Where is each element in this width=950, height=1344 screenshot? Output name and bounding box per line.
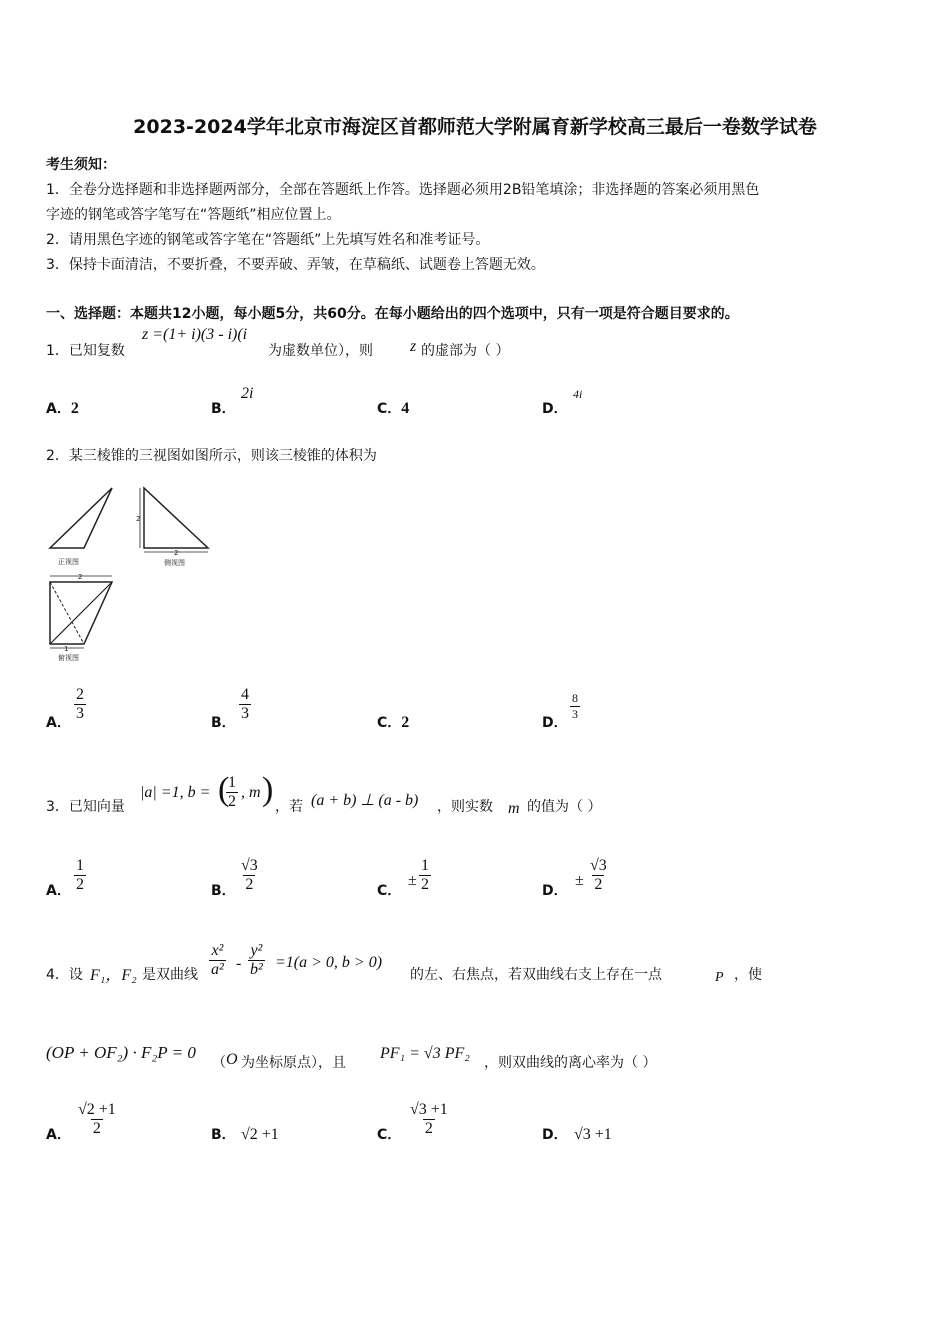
top-view-label: 俯视图 [58, 654, 79, 662]
q1-suffix: 的虚部为（ ） [421, 343, 510, 359]
option-label: C． [377, 715, 402, 731]
q2-option-b[interactable] [211, 712, 236, 732]
q3-option-a[interactable] [46, 880, 71, 900]
q4-mid2: 的左、右焦点，若双曲线右支上存在一点 [410, 967, 662, 983]
q3-suffix: 的值为（ ） [527, 799, 602, 815]
option-label: C． [377, 1127, 402, 1143]
q4-relation: PF₁ = √3 PF₂ [380, 1045, 470, 1062]
q3-option-a-value: $\frac{1}{2}$ [76, 857, 84, 893]
q2-option-b-value: $\frac{4}{3}$ [241, 686, 249, 722]
q2-option-a[interactable] [46, 712, 71, 732]
q4-suffix1: ，使 [734, 967, 762, 983]
q1-option-d-value: 4i [573, 387, 583, 401]
q4-foci: F₁，F₂ [90, 967, 137, 984]
q4-option-c-value: $\frac{√3 +1}{2}$ [410, 1101, 448, 1137]
front-view-shape [50, 488, 112, 548]
notice-line-1b: 字迹的钢笔或答字笔写在“答题纸”相应位置上。 [46, 207, 341, 223]
q4-paren-a: （ [212, 1055, 226, 1071]
q3-option-c-value: $\frac{1}{2}$ [421, 857, 429, 893]
q4-option-a-value: $\frac{√2 +1}{2}$ [78, 1101, 116, 1137]
top-view-dim-b: 1 [64, 645, 69, 653]
q3-option-d-value: $\frac{√3}{2}$ [590, 857, 607, 893]
option-label: D． [542, 883, 568, 899]
side-view-label: 侧视图 [164, 559, 185, 567]
option-value: 2 [70, 400, 79, 417]
option-label: A． [46, 401, 71, 417]
q2-option-d[interactable] [542, 712, 568, 732]
q1-option-a[interactable] [46, 398, 79, 418]
q4-option-c[interactable] [377, 1124, 401, 1144]
q1-option-d[interactable] [542, 398, 568, 418]
option-value: 4 [401, 400, 410, 417]
q3-paren-left: ( [218, 771, 230, 808]
q3-option-c-sign: ± [408, 872, 417, 889]
notice-line-1a: 1．全卷分选择题和非选择题两部分，全部在答题纸上作答。选择题必须用2B铅笔填涂；非选择题的答案必须用黑色 [46, 182, 760, 198]
q4-condition: (OP + OF₂) · F₂P = 0 [46, 1043, 196, 1062]
q2-text: 2．某三棱锥的三视图如图所示，则该三棱锥的体积为 [46, 448, 377, 464]
q3-option-b[interactable] [211, 880, 236, 900]
notice-line-3: 3．保持卡面清洁，不要折叠，不要弄破、弄皱，在草稿纸、试题卷上答题无效。 [46, 257, 545, 273]
side-view-dim-h: 2 [174, 549, 179, 557]
option-label: D． [542, 1127, 568, 1143]
q3-option-b-value: $\frac{√3}{2}$ [241, 857, 258, 893]
q4-option-b[interactable] [211, 1124, 236, 1144]
option-label: B． [211, 883, 236, 899]
top-view-dim-h: 2 [78, 573, 83, 581]
q3-var: m [508, 800, 520, 817]
q4-option-b-value: √2 +1 [241, 1126, 279, 1143]
option-label: A． [46, 715, 71, 731]
option-label: C． [377, 883, 402, 899]
option-label: B． [211, 401, 236, 417]
q3-condition: (a + b) ⊥ (a - b) [311, 792, 419, 809]
page-title: 2023-2024学年北京市海淀区首都师范大学附属育新学校高三最后一卷数学试卷 [133, 116, 817, 138]
q3-option-d[interactable] [542, 880, 568, 900]
q4-option-d-value: √3 +1 [574, 1126, 612, 1143]
q4-mid1: 是双曲线 [142, 967, 198, 983]
q4-equation: =1(a > 0, b > 0) [275, 954, 383, 971]
option-label: B． [211, 1127, 236, 1143]
q1-option-c[interactable] [377, 398, 409, 418]
option-label: D． [542, 401, 568, 417]
side-view-dim-v: 2 [136, 515, 141, 523]
front-view-label: 正视图 [58, 558, 79, 566]
notice-line-2: 2．请用黑色字迹的钢笔或答字笔在“答题纸”上先填写姓名和准考证号。 [46, 232, 490, 248]
option-value: 2 [401, 714, 410, 731]
notice-heading: 考生须知： [46, 157, 116, 173]
section-heading: 一、选择题：本题共12小题，每小题5分，共60分。在每小题给出的四个选项中，只有一项是符合题目要求的。 [46, 306, 739, 322]
q3-prefix: 3．已知向量 [46, 799, 125, 815]
q3-paren-right: ) [262, 771, 274, 808]
option-label: A． [46, 1127, 71, 1143]
option-label: A． [46, 883, 71, 899]
q3-formula-a: |a| =1, b = [140, 784, 211, 801]
q2-option-c[interactable] [377, 712, 409, 732]
q4-y-frac: $\frac{\text{y²}}{\text{b²}}$ [250, 942, 263, 978]
q1-mid: 为虚数单位），则 [268, 343, 373, 359]
option-label: C． [377, 401, 402, 417]
option-label: B． [211, 715, 236, 731]
q1-var: z [410, 338, 417, 355]
q4-suffix2: ，则双曲线的离心率为（ ） [484, 1055, 657, 1071]
q4-option-a[interactable] [46, 1124, 71, 1144]
q3-option-c[interactable] [377, 880, 401, 900]
q4-option-d[interactable] [542, 1124, 568, 1144]
q2-option-a-value: $\frac{2}{3}$ [76, 686, 84, 722]
q4-point: P [715, 970, 724, 985]
q1-option-b-value: 2i [241, 385, 254, 402]
q4-origin: O [226, 1051, 238, 1068]
option-label: D． [542, 715, 568, 731]
q1-option-b[interactable] [211, 398, 236, 418]
q3-mid2: ，则实数 [437, 799, 493, 815]
q3-option-d-sign: ± [575, 872, 584, 889]
q4-x-frac: $\frac{\text{x²}}{\text{a²}}$ [211, 942, 224, 978]
q3-mid: ，若 [275, 799, 303, 815]
q3-half: $\frac{1}{2}$ [228, 774, 236, 810]
q4-prefix: 4．设 [46, 967, 83, 983]
q2-option-d-value: $\frac{8}{3}$ [572, 691, 578, 721]
q1-prefix: 1．已知复数 [46, 343, 125, 359]
q4-paren-b: 为坐标原点），且 [241, 1055, 346, 1071]
q3-formula-m: , m [241, 784, 261, 801]
side-view-shape [144, 488, 208, 548]
three-view-figure [44, 484, 216, 666]
q4-minus: - [236, 955, 242, 972]
q1-formula: z =(1+ i)(3 - i)(i [142, 326, 248, 343]
